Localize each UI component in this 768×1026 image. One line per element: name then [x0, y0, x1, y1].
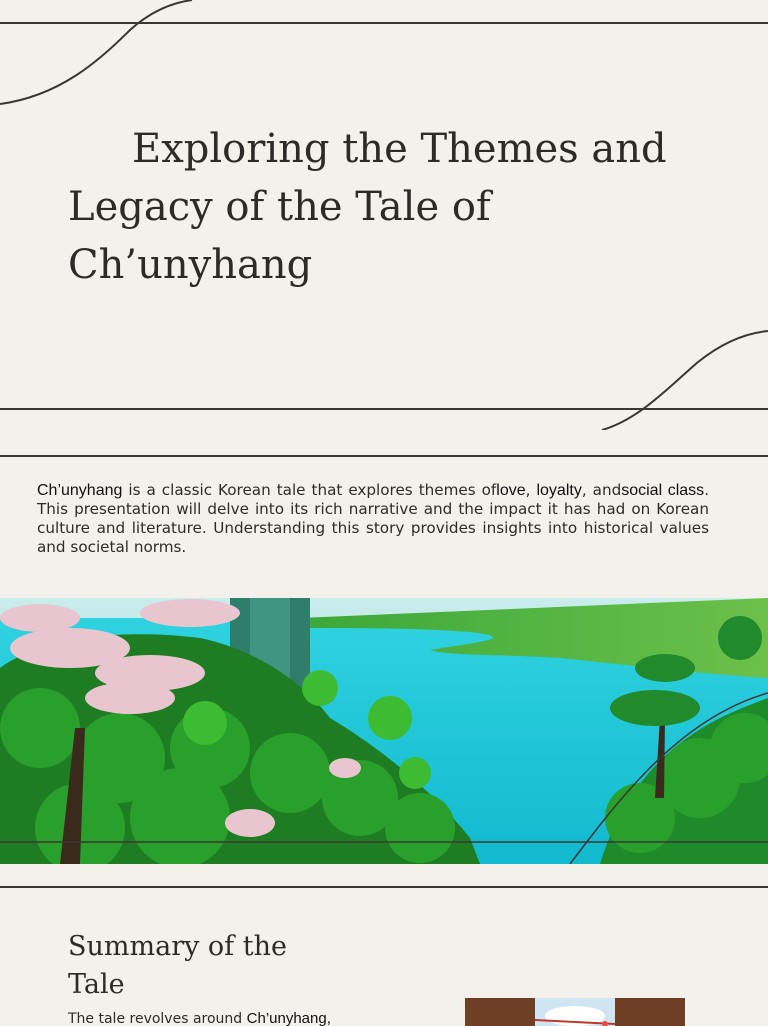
summary-heading: Summary of the Tale — [68, 931, 287, 1000]
keyword-social-class: social class — [621, 482, 705, 499]
title-slide — [0, 0, 768, 430]
divider-line-top — [0, 22, 768, 24]
intro-text-2: , — [525, 481, 537, 499]
keyword-chunyhang: Ch’unyhang — [37, 482, 123, 499]
decorative-curve-top — [0, 0, 200, 110]
summary-text-start: The tale revolves around — [68, 1011, 247, 1026]
intro-text-3: , and — [581, 481, 622, 499]
keyword-love: love — [496, 482, 526, 499]
intro-text-1: is a classic Korean tale that explores themes of — [122, 481, 497, 499]
title-line-3: Ch’unyhang — [68, 242, 313, 288]
presentation-title — [68, 120, 708, 294]
landscape-illustration — [0, 598, 768, 864]
title-line-1: Exploring the Themes and — [132, 126, 667, 172]
title-line-2: Legacy of the Tale of — [68, 184, 491, 230]
intro-paragraph — [37, 481, 709, 557]
divider-line-bottom — [0, 408, 768, 410]
keyword-loyalty: loyalty — [536, 482, 582, 499]
summary-slide — [0, 886, 768, 1026]
decorative-curve-bottom — [598, 328, 768, 430]
keyword-chunyhang-summary: Ch’unyhang, — [246, 1010, 331, 1026]
village-street-image — [465, 998, 685, 1026]
intro-text-4: . This presentation will delve into its rich narrative and the impact it has had on Korean culture and literature. Understanding this story provides insights into historical values and societal norms. — [37, 481, 710, 556]
intro-slide — [0, 455, 768, 607]
